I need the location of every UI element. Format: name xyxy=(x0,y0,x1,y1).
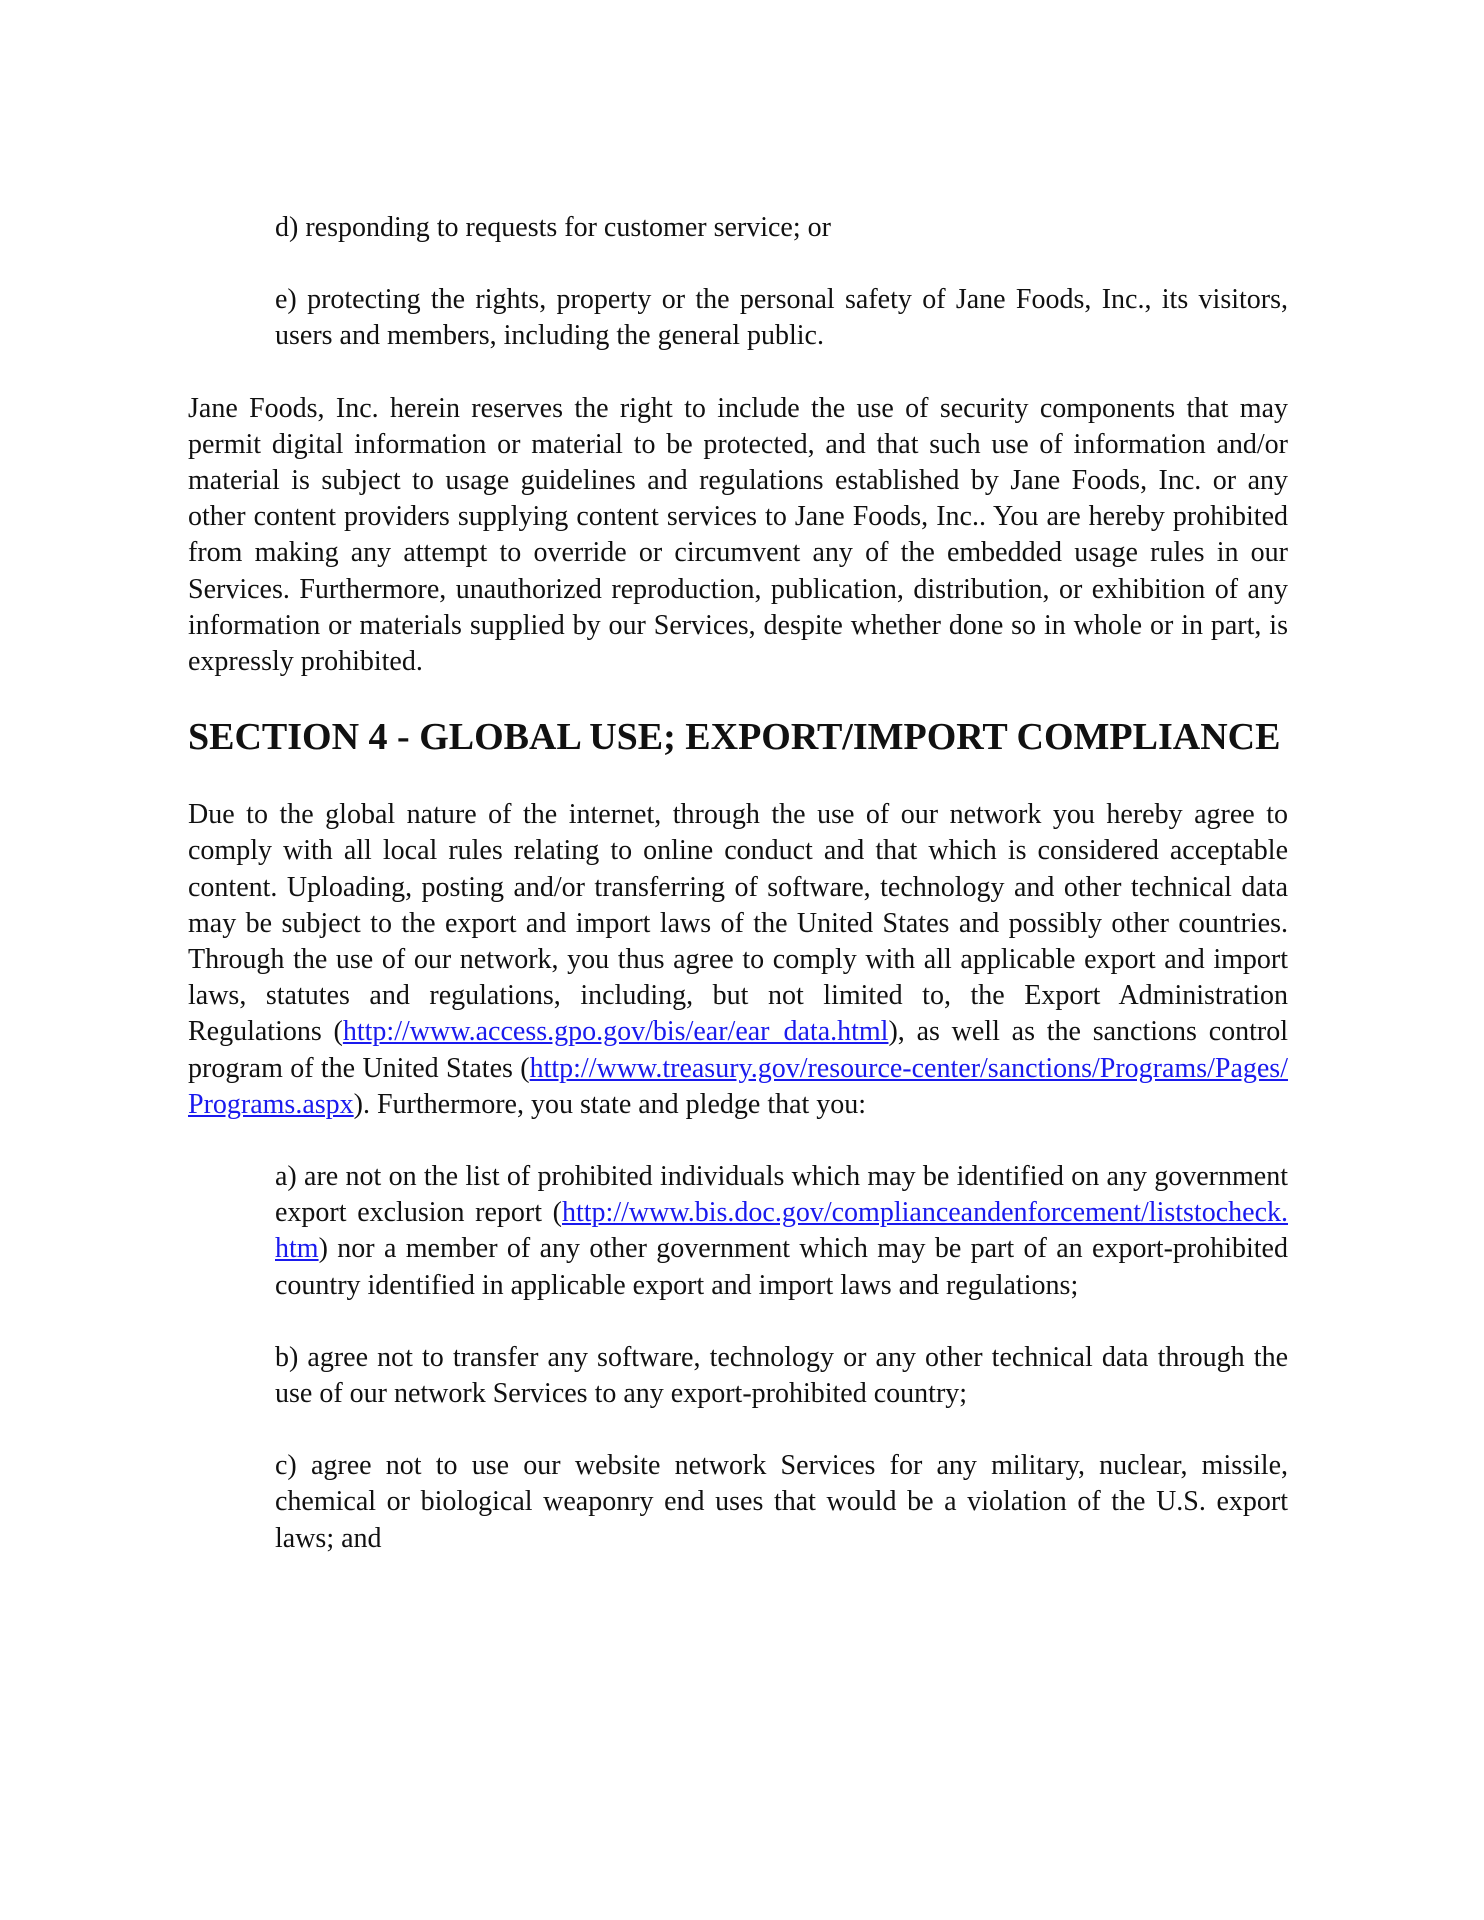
security-paragraph: Jane Foods, Inc. herein reserves the right to include the use of security components that may permit digital information or material to be protected, and that such use of information and/or material is subject to usage guidelines and regulations established by Jane Foods, Inc. or any other content providers supplying content services to Jane Foods, Inc.. You are hereby prohibited from making any attempt to override or circumvent any of the embedded usage rules in our Services. Furthermore, unauthorized reproduction, publication, distribution, or exhibition of any information or materials supplied by our Services, despite whether done so in whole or in part, is expressly prohibited. xyxy=(188,392,1288,678)
section-4-heading: SECTION 4 - GLOBAL USE; EXPORT/IMPORT COMPLIANCE xyxy=(188,716,1281,759)
section-4-intro-text-2: ), as well as the sanctions control program of the United States ( xyxy=(188,1016,1289,1084)
list-item-a xyxy=(275,1159,1288,1304)
list-item-d: d) responding to requests for customer service; or xyxy=(275,212,831,243)
list-item-b: b) agree not to transfer any software, technology or any other technical data through the use of our network Services to any export-prohibited country; xyxy=(275,1341,1288,1410)
section-4-intro xyxy=(188,797,1288,1123)
section-4-intro-text-1: Due to the global nature of the internet, through the use of our network you hereby agree to comply with all local rules relating to online conduct and that which is considered acceptable content. Uploading, posting and/or transferring of software, technology and other technical data may be subject to the export and import laws of the United States and possibly other countries. Through the use of our network, you thus agree to comply with all applicable export and import laws, statutes and regulations, including, but not limited to, the Export Administration Regulations ( xyxy=(188,799,1288,1048)
document-page xyxy=(188,210,1288,1557)
list-item-e: e) protecting the rights, property or the personal safety of Jane Foods, Inc., its visitors, users and members, including the general public. xyxy=(275,284,1288,352)
list-item-a-text-2: ) nor a member of any other government which may be part of an export-prohibited country identified in applicable export and import laws and regulations; xyxy=(275,1233,1288,1301)
list-item-a-text-1: a) are not on the list of prohibited individuals which may be identified on any government export exclusion report ( xyxy=(275,1161,1288,1229)
section-4-intro-text-3: ). Furthermore, you state and pledge that you: xyxy=(353,1088,867,1120)
ear-data-link[interactable]: http://www.access.gpo.gov/bis/ear/ear_data.html xyxy=(342,1016,889,1048)
list-item-c: c) agree not to use our website network Services for any military, nuclear, missile, chemical or biological weaponry end uses that would be a violation of the U.S. export laws; and xyxy=(275,1450,1288,1554)
treasury-sanctions-link[interactable]: http://www.treasury.gov/resource-center/sanctions/Programs/Pages/Programs.aspx xyxy=(188,1052,1288,1120)
bis-lists-link[interactable]: http://www.bis.doc.gov/complianceandenforcement/liststocheck.htm xyxy=(275,1197,1288,1265)
